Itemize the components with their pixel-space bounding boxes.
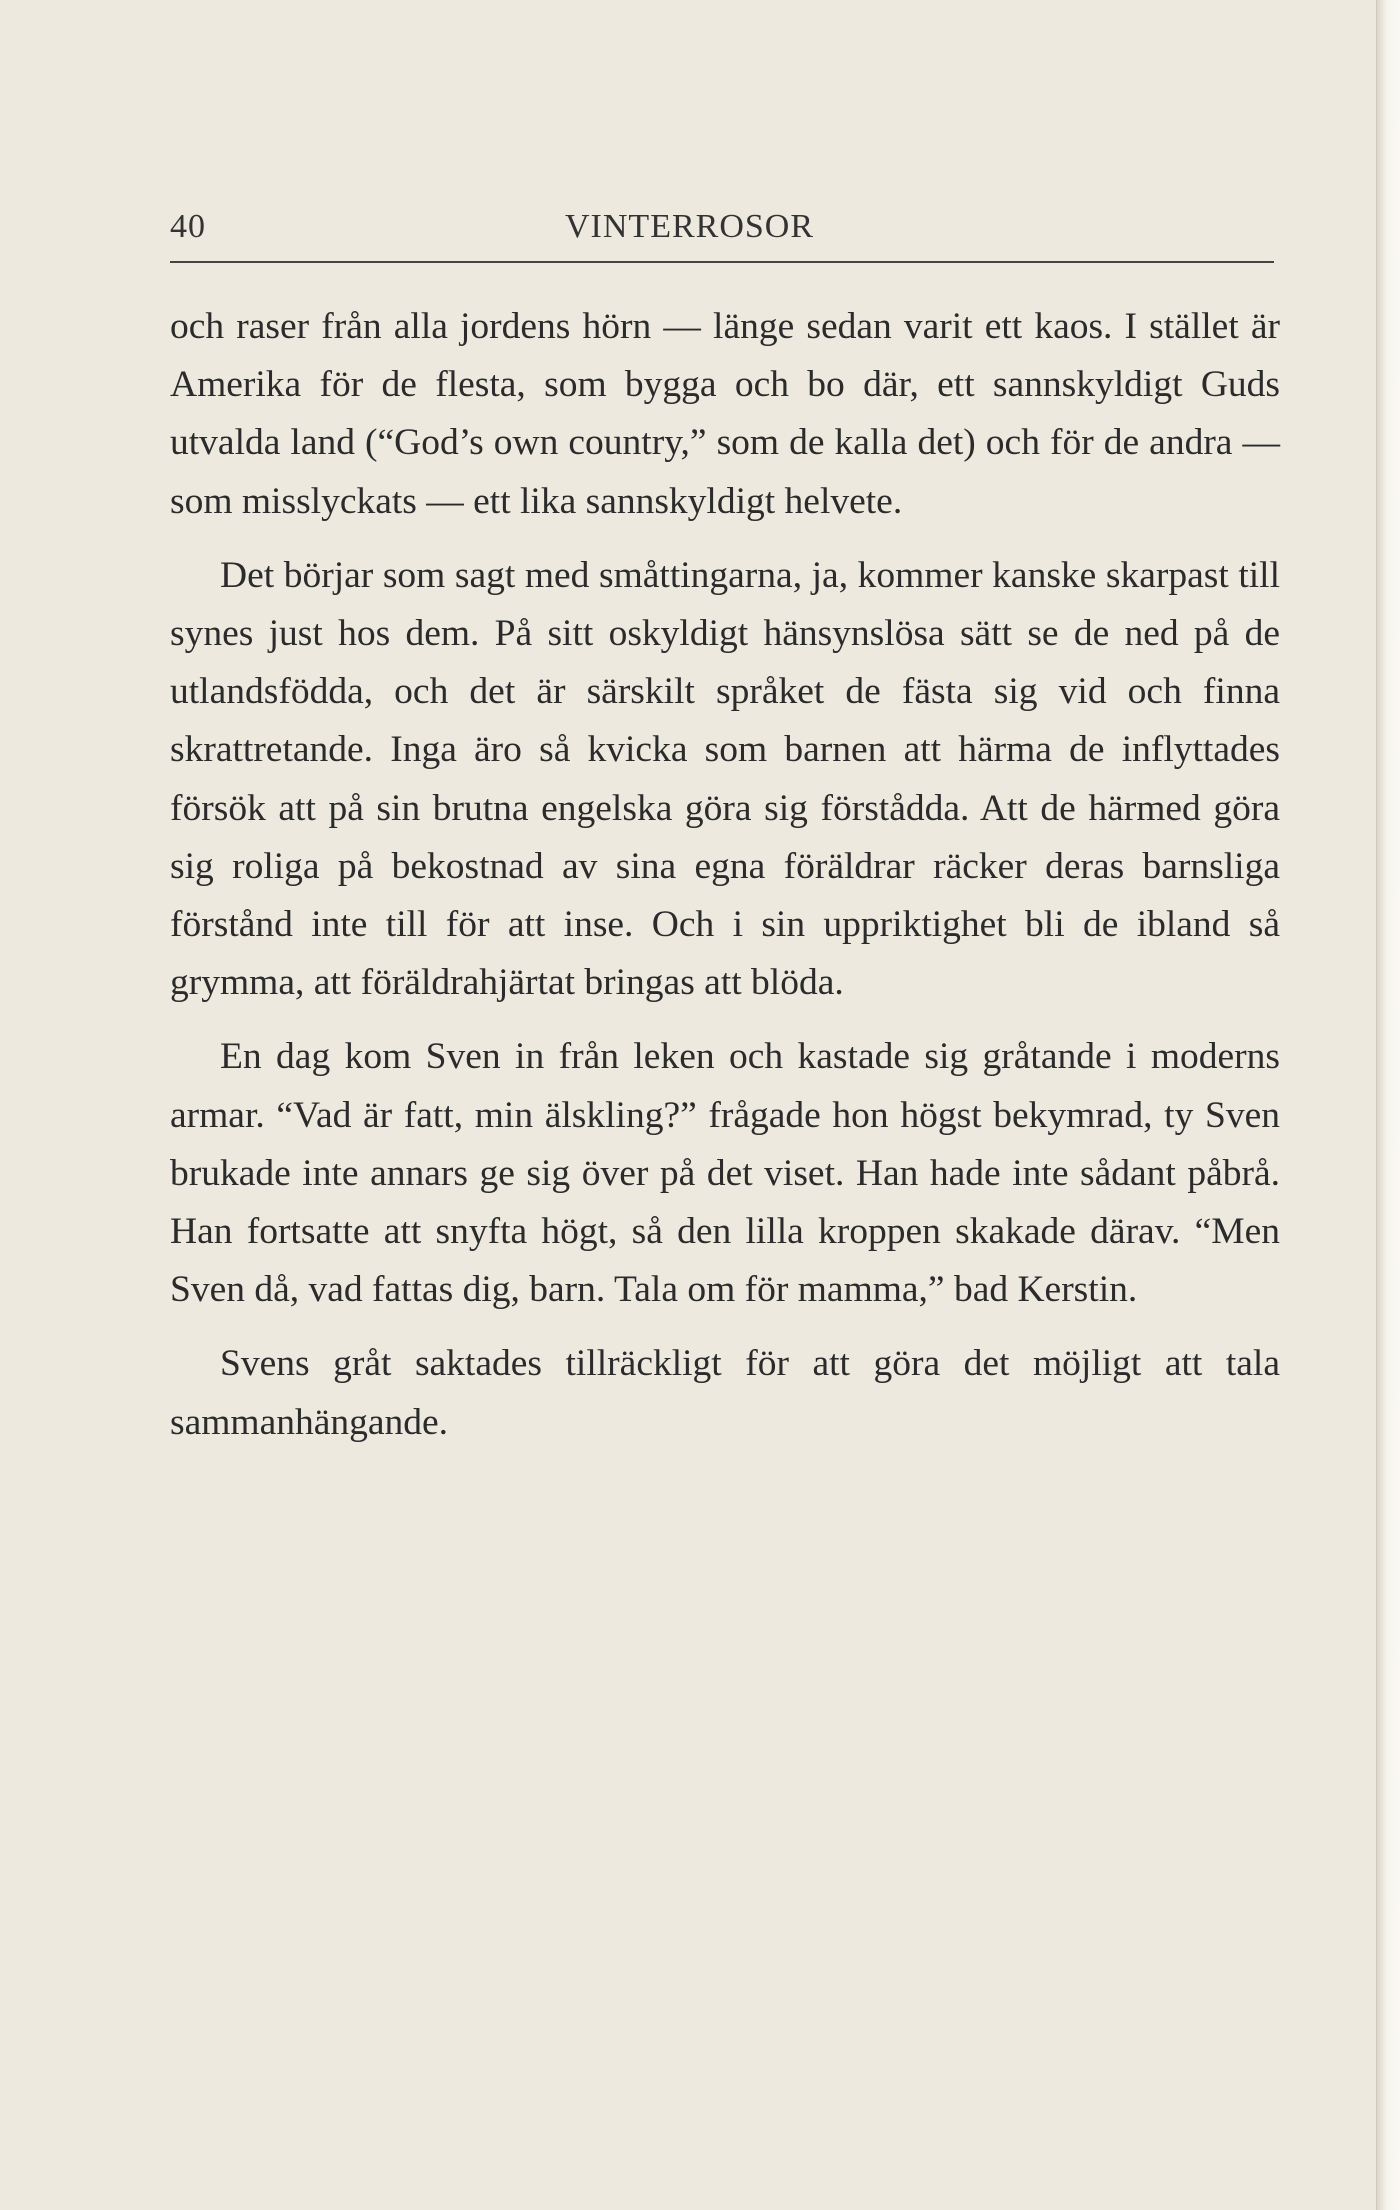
header-rule <box>170 261 1274 263</box>
body-text <box>170 298 1280 1468</box>
paragraph-4: Svens gråt saktades tillräckligt för att göra det möjligt att tala sammanhängande. <box>170 1343 1280 1443</box>
paragraph-3: En dag kom Sven in från leken och kastade sig gråtande i moderns armar. “Vad är fatt, min älskling?” frågade hon högst bekymrad, ty Sven brukade inte annars ge sig över på det viset. Han hade inte sådant påbrå. Han fortsatte att snyfta högt, så den lilla kroppen skakade därav. “Men Sven då, vad fattas dig, barn. Tala om för mamma,” bad Kerstin. <box>170 1036 1280 1311</box>
page-header <box>170 198 1274 258</box>
page-edge <box>1376 0 1400 2210</box>
running-head: VINTERROSOR <box>565 208 815 245</box>
paragraph-2: Det börjar som sagt med småttingarna, ja, kommer kanske skarpast till synes just hos dem. På sitt oskyldigt hänsynslösa sätt se de ned på de utlandsfödda, och det är särskilt språket de fästa sig vid och finna skrattretande. Inga äro så kvicka som barnen att härma de inflyttades försök att på sin brutna engelska göra sig förstådda. Att de härmed göra sig roliga på bekostnad av sina egna föräldrar räcker deras barnsliga förstånd inte till för att inse. Och i sin uppriktighet bli de ibland så grymma, att föräldrahjärtat bringas att blöda. <box>170 554 1280 1004</box>
page-number: 40 <box>170 208 206 245</box>
paragraph-1: och raser från alla jordens hörn — länge sedan varit ett kaos. I stället är Amerika för de flesta, som bygga och bo där, ett sannskyldigt Guds utvalda land (“God’s own country,” som de kalla det) och för de andra — som misslyckats — ett lika sannskyldigt helvete. <box>170 306 1280 522</box>
